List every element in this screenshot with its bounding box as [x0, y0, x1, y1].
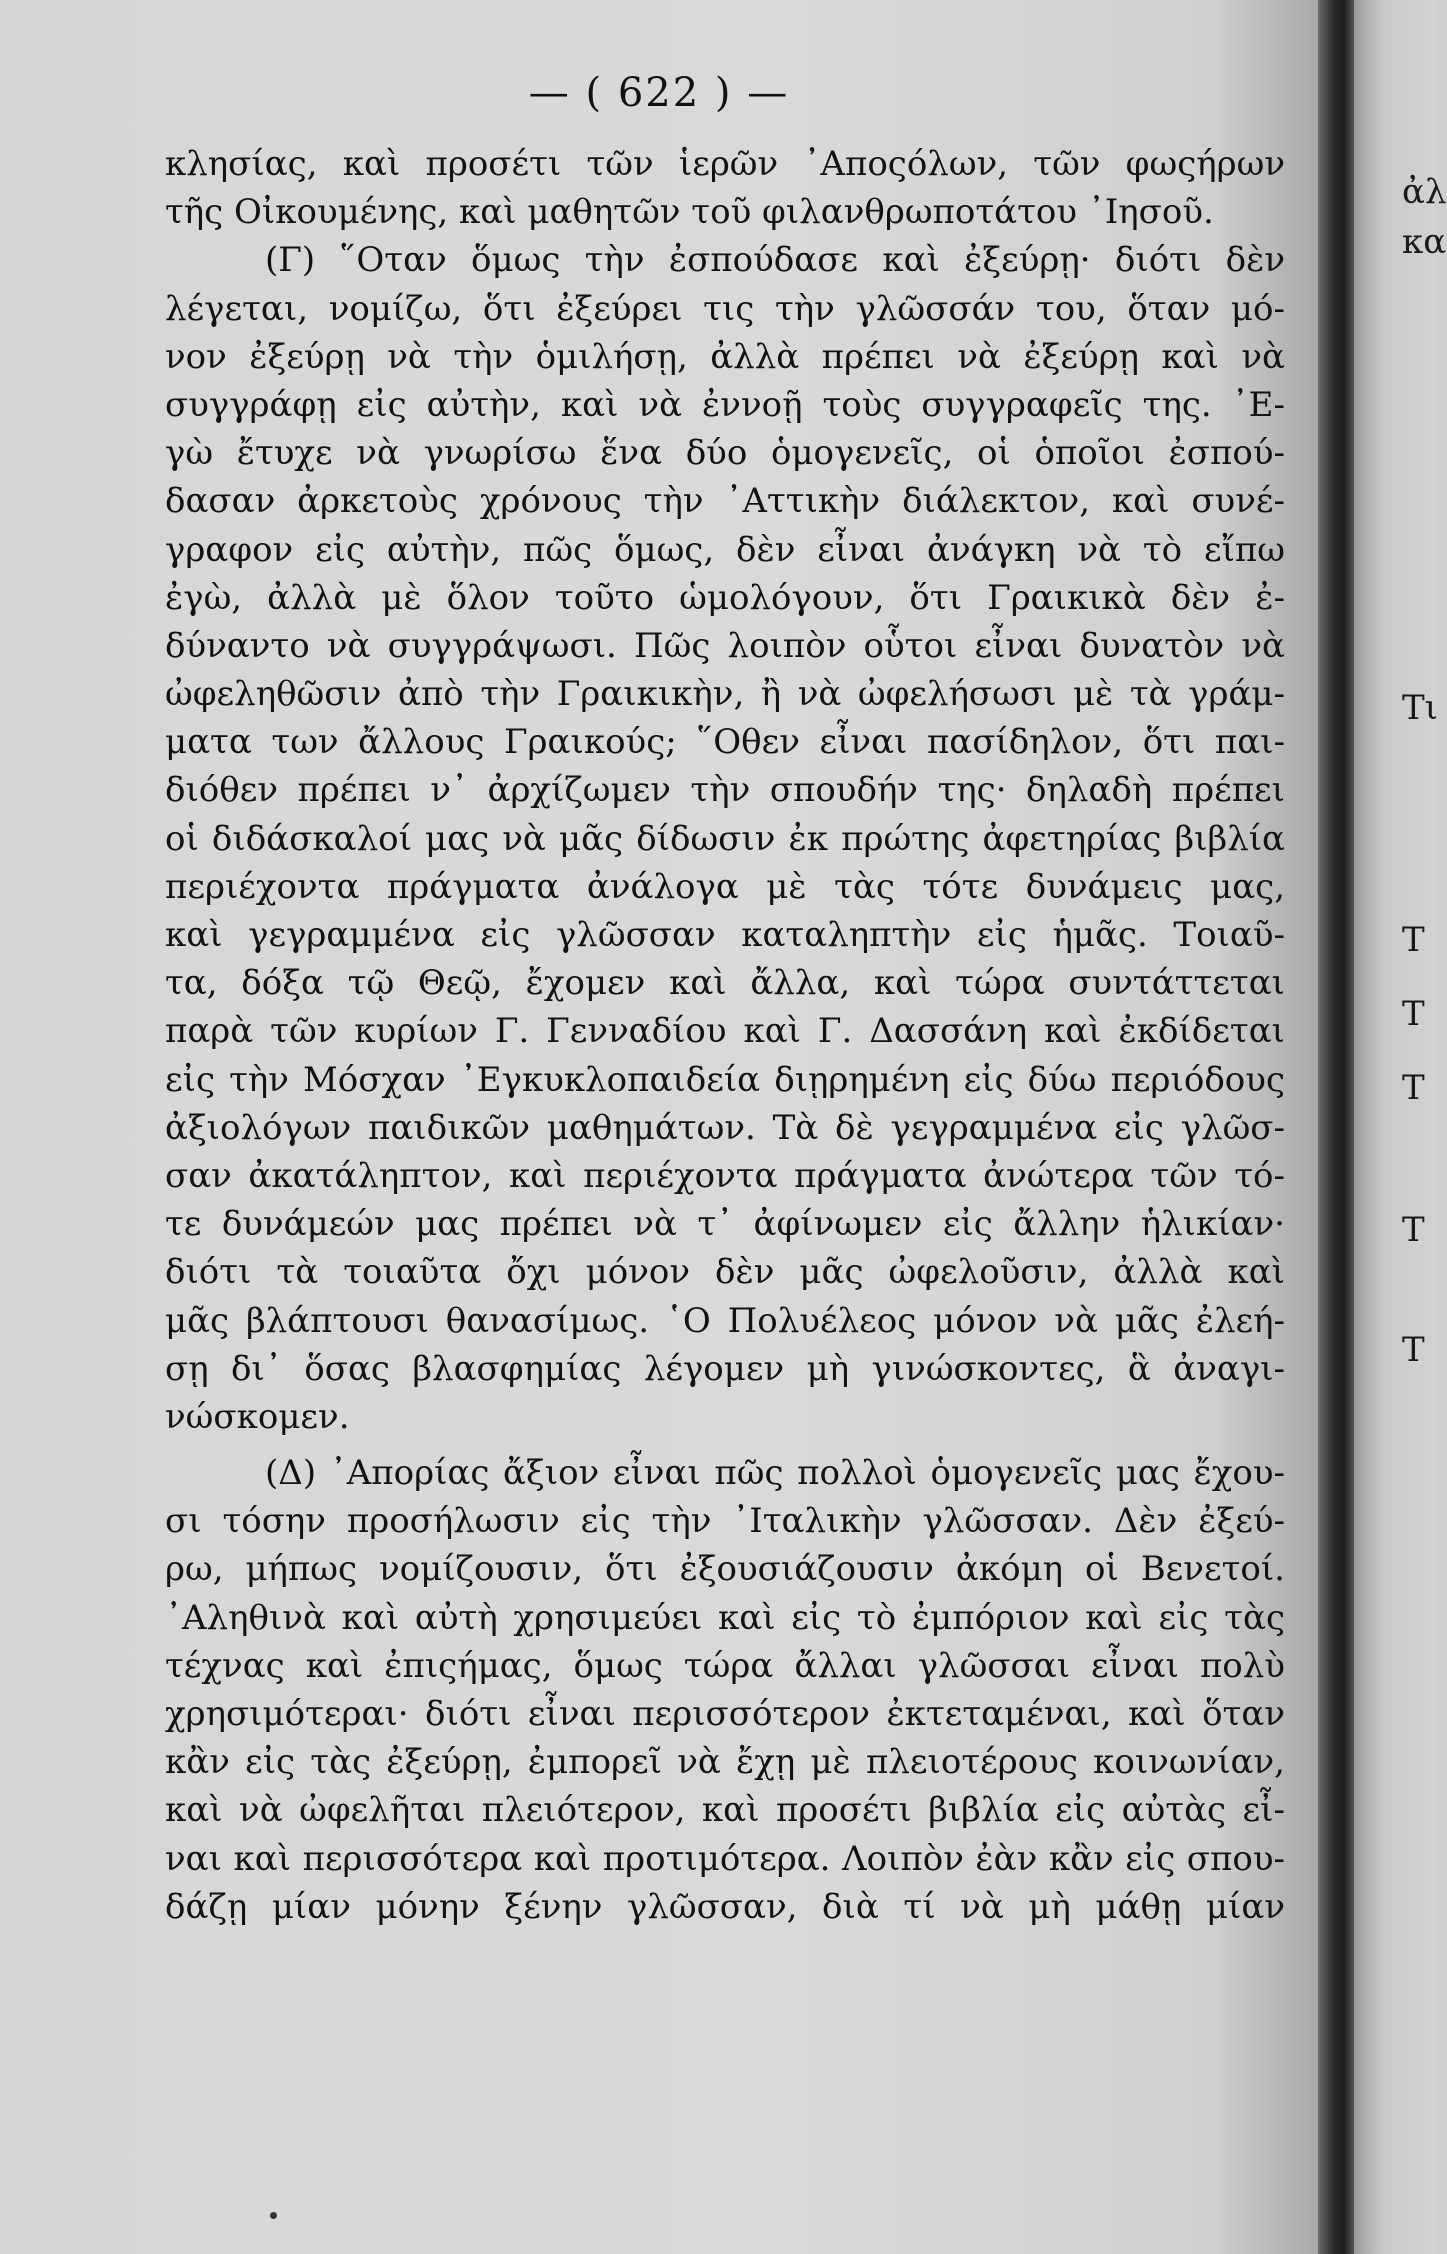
adjacent-fragment: Τι — [1402, 688, 1439, 728]
text-line: εἰς τὴν Μόσχαν ᾿Εγκυκλοπαιδεία διῃρημένη εἰς δύω περιόδους — [165, 1059, 1285, 1100]
text-line: χρησιμότεραι· διότι εἶναι περισσότερον ἐκτεταμέναι, καὶ ὅταν — [165, 1694, 1285, 1734]
text-line: γραφον εἰς αὐτὴν, πῶς ὅμως, δὲν εἶναι ἀνάγκη νὰ τὸ εἴπω — [165, 529, 1285, 570]
adjacent-fragment: Τ — [1402, 1068, 1425, 1108]
text-line: (Δ) ᾿Απορίας ἄξιον εἶναι πῶς πολλοὶ ὁμογενεῖς μας ἔχου- — [265, 1453, 1285, 1494]
adjacent-fragment: κα — [1402, 222, 1447, 262]
text-line: μᾶς βλάπτουσι θανασίμως. ῾Ο Πολυέλεος μόνον νὰ μᾶς ἐλεή- — [165, 1300, 1285, 1341]
text-line: παρὰ τῶν κυρίων Γ. Γενναδίου καὶ Γ. Δασσάνη καὶ ἐκδίδεται — [165, 1011, 1285, 1052]
adjacent-fragment: Τ — [1402, 920, 1425, 960]
text-line: δάζῃ μίαν μόνην ξένην γλῶσσαν, διὰ τί νὰ μὴ μάθῃ μίαν — [165, 1886, 1285, 1927]
text-line: δασαν ἀρκετοὺς χρόνους τὴν ᾿Αττικὴν διάλεκτον, καὶ συνέ- — [165, 481, 1285, 522]
text-line: διόθεν πρέπει ν᾿ ἀρχίζωμεν τὴν σπουδήν της· δηλαδὴ πρέπει — [165, 770, 1285, 811]
text-line: ναι καὶ περισσότερα καὶ προτιμότερα. Λοιπὸν ἐὰν κἂν εἰς σπου- — [165, 1838, 1285, 1879]
adjacent-fragment: ἀλ — [1402, 172, 1447, 212]
text-line: ματα των ἄλλους Γραικούς; ῞Οθεν εἶναι πασίδηλον, ὅτι παι- — [165, 722, 1285, 763]
text-line: ᾿Αληθινὰ καὶ αὐτὴ χρησιμεύει καὶ εἰς τὸ ἐμπόριον καὶ εἰς τὰς — [165, 1597, 1285, 1638]
page-number-header: — ( 622 ) — — [528, 70, 790, 116]
book-gutter — [1318, 0, 1354, 2254]
text-line: τέχνας καὶ ἐπιςήμας, ὅμως τώρα ἄλλαι γλῶσσαι εἶναι πολὺ — [165, 1645, 1285, 1686]
text-line: κἂν εἰς τὰς ἐξεύρῃ, ἐμπορεῖ νὰ ἔχῃ μὲ πλειοτέρους κοινωνίαν, — [165, 1742, 1285, 1783]
body-text — [165, 140, 1285, 1931]
text-line: ρω, μήπως νομίζουσιν, ὅτι ἐξουσιάζουσιν ἀκόμη οἱ Βενετοί. — [165, 1549, 1285, 1590]
text-line: κλησίας, καὶ προσέτι τῶν ἱερῶν ᾿Αποςόλων, τῶν φωςήρων — [165, 144, 1285, 184]
text-line: νον ἐξεύρῃ νὰ τὴν ὁμιλήσῃ, ἀλλὰ πρέπει νὰ ἐξεύρῃ καὶ νὰ — [165, 336, 1285, 377]
text-line: συγγράφῃ εἰς αὐτὴν, καὶ νὰ ἐννοῇ τοὺς συγγραφεῖς της. ᾿Ε- — [165, 384, 1285, 425]
text-line: γὼ ἔτυχε νὰ γνωρίσω ἕνα δύο ὁμογενεῖς, οἱ ὁποῖοι ἐσπού- — [165, 433, 1285, 474]
ink-speck — [270, 2212, 277, 2219]
adjacent-fragment: Τ — [1402, 1210, 1425, 1250]
text-line: οἱ διδάσκαλοί μας νὰ μᾶς δίδωσιν ἐκ πρώτης ἀφετηρίας βιβλία — [165, 818, 1285, 859]
adjacent-fragment: Τ — [1402, 1330, 1425, 1370]
text-line: λέγεται, νομίζω, ὅτι ἐξεύρει τις τὴν γλῶσσάν του, ὅταν μό- — [165, 288, 1285, 329]
text-line: ἀξιολόγων παιδικῶν μαθημάτων. Τὰ δὲ γεγραμμένα εἰς γλῶσ- — [165, 1107, 1285, 1148]
text-line: σι τόσην προσήλωσιν εἰς τὴν ᾿Ιταλικὴν γλῶσσαν. Δὲν ἐξεύ- — [165, 1501, 1285, 1542]
text-line: ἐγὼ, ἀλλὰ μὲ ὅλον τοῦτο ὡμολόγουν, ὅτι Γραικικὰ δὲν ἐ- — [165, 577, 1285, 618]
text-line: δύναντο νὰ συγγράψωσι. Πῶς λοιπὸν οὗτοι εἶναι δυνατὸν νὰ — [165, 625, 1285, 666]
text-line: νώσκομεν. — [165, 1396, 350, 1437]
text-line: τῆς Οἰκουμένης, καὶ μαθητῶν τοῦ φιλανθρωποτάτου ᾿Ιησοῦ. — [165, 192, 1214, 233]
text-line: διότι τὰ τοιαῦτα ὄχι μόνον δὲν μᾶς ὠφελοῦσιν, ἀλλὰ καὶ — [165, 1252, 1285, 1293]
text-line: σαν ἀκατάληπτον, καὶ περιέχοντα πράγματα ἀνώτερα τῶν τό- — [165, 1155, 1285, 1196]
adjacent-fragment: Τ — [1402, 994, 1425, 1034]
text-line: τε δυνάμεών μας πρέπει νὰ τ᾿ ἀφίνωμεν εἰς ἄλλην ἡλικίαν· — [165, 1204, 1285, 1245]
text-line: καὶ νὰ ὠφελῆται πλειότερον, καὶ προσέτι βιβλία εἰς αὐτὰς εἶ- — [165, 1790, 1285, 1831]
text-line: καὶ γεγραμμένα εἰς γλῶσσαν καταληπτὴν εἰς ἡμᾶς. Τοιαῦ- — [165, 915, 1285, 955]
text-line: ὠφεληθῶσιν ἀπὸ τὴν Γραικικὴν, ἢ νὰ ὠφελήσωσι μὲ τὰ γράμ- — [165, 674, 1285, 715]
text-line: τα, δόξα τῷ Θεῷ, ἔχομεν καὶ ἄλλα, καὶ τώρα συντάττεται — [165, 963, 1285, 1004]
text-line: σῃ δι᾿ ὅσας βλασφημίας λέγομεν μὴ γινώσκοντες, ἃ ἀναγι- — [165, 1348, 1285, 1389]
text-line: (Γ) ῞Οταν ὅμως τὴν ἐσπούδασε καὶ ἐξεύρῃ· διότι δὲν — [265, 240, 1285, 281]
text-line: περιέχοντα πράγματα ἀνάλογα μὲ τὰς τότε δυνάμεις μας, — [165, 866, 1285, 907]
adjacent-page-edge — [1354, 0, 1447, 2254]
